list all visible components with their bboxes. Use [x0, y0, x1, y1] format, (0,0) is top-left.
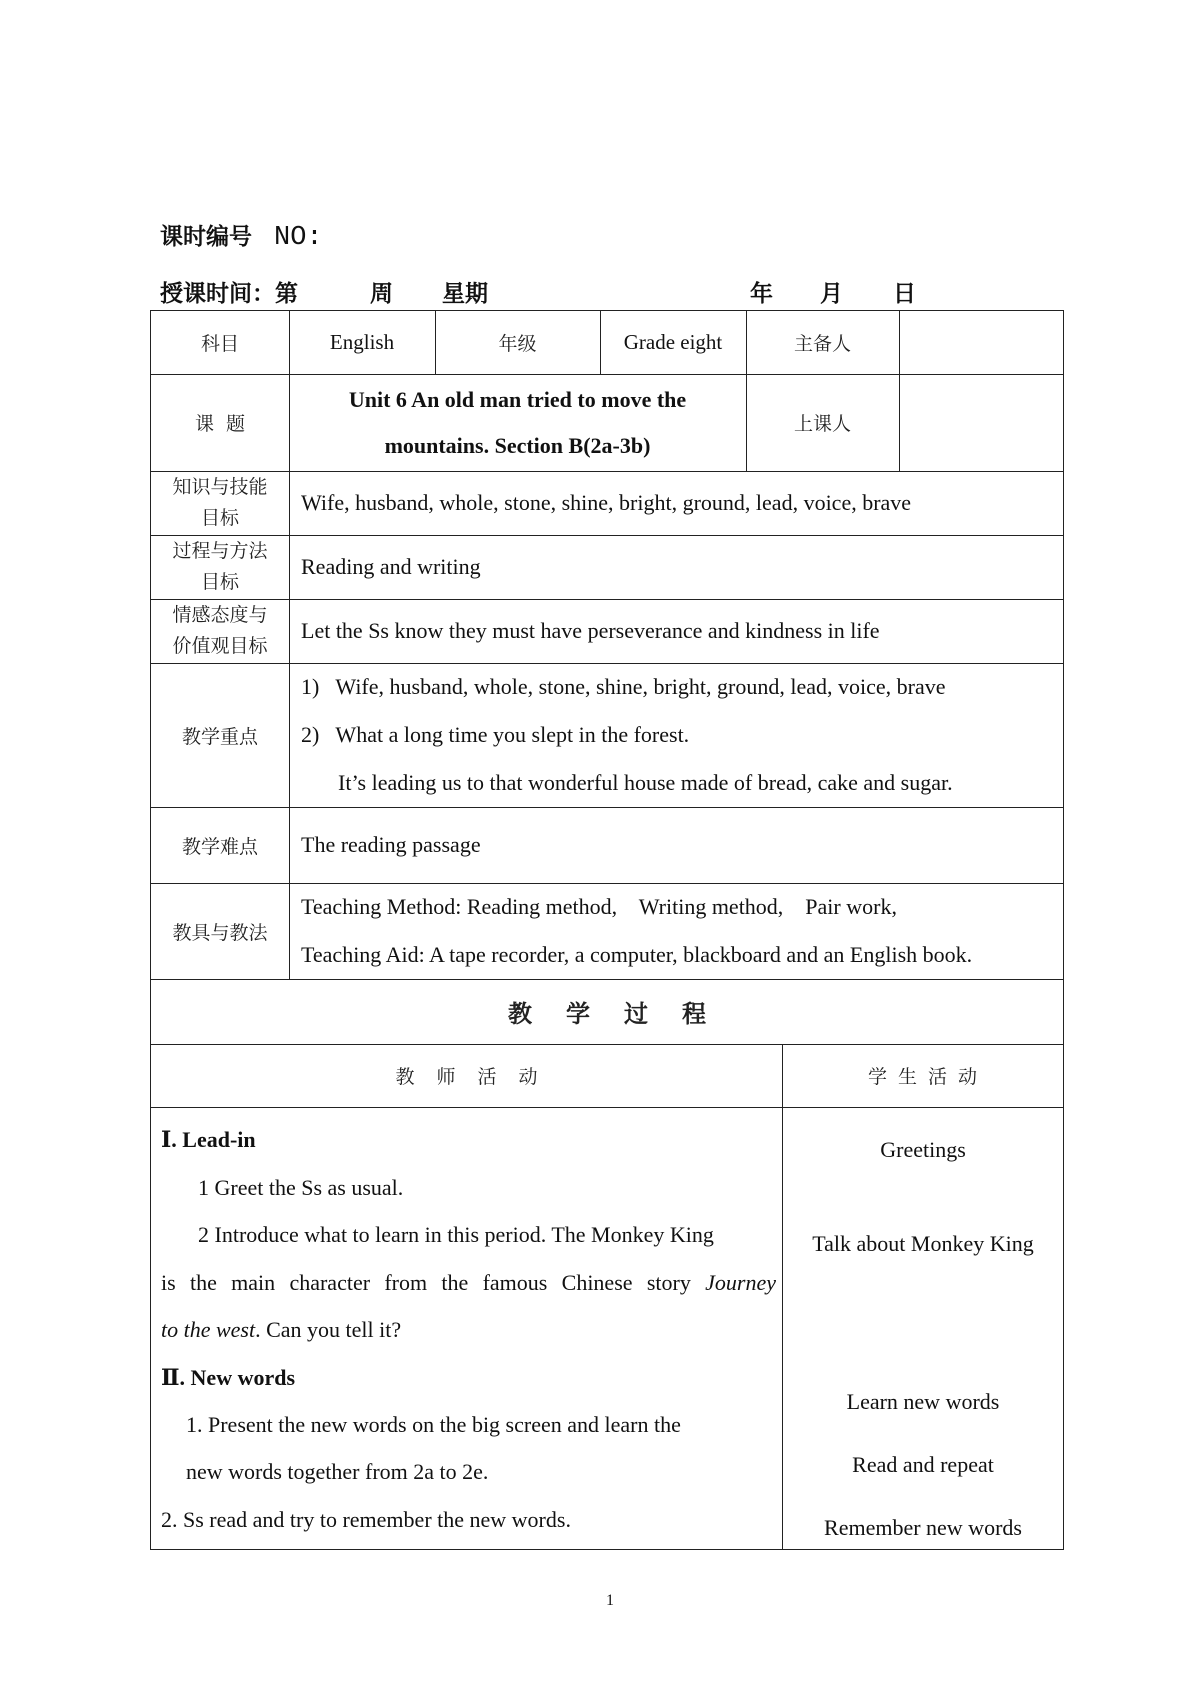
emotion-goal-label-1: 情感态度与 [172, 604, 268, 626]
day-label: 日 [893, 281, 916, 307]
key-points-value [289, 663, 1063, 807]
section-1-title: Ⅰ. Lead-in [161, 1127, 256, 1152]
section-1-item-2-line-2-text: is the main character from the famous Chinese story [161, 1270, 706, 1295]
difficulty-value: The reading passage [301, 832, 481, 857]
section-1-item-2-line-1: 2 Introduce what to learn in this period. The Monkey King [198, 1222, 714, 1247]
process-goal-label [151, 535, 289, 599]
tools-methods-label: 教具与教法 [172, 921, 268, 944]
section-1-item-2-line-3-text: . Can you tell it? [255, 1317, 402, 1342]
knowledge-goal-label [151, 471, 289, 535]
difficulty-label: 教学难点 [181, 835, 258, 858]
knowledge-goal-label-2: 目标 [200, 507, 239, 529]
section-2-item-1-line-2: new words together from 2a to 2e. [186, 1459, 489, 1484]
teacher-activity-header [151, 1044, 782, 1107]
process-goal-label-2: 目标 [200, 571, 239, 593]
section-2-item-2: 2. Ss read and try to remember the new words. [161, 1507, 571, 1532]
teaching-time-line [160, 275, 1080, 309]
preparer-value [899, 311, 1063, 374]
story-title-part-1: Journey [705, 1270, 776, 1295]
teacher-activity-header-text: 教师活动 [395, 1066, 560, 1088]
emotion-goal-value: Let the Ss know they must have perseverance and kindness in life [301, 618, 880, 643]
student-activity-header [782, 1044, 1063, 1107]
teacher-value [899, 374, 1063, 471]
teacher-activity-content [161, 1107, 779, 1547]
subject-label: 科目 [200, 333, 239, 355]
emotion-goal-label [151, 599, 289, 663]
teaching-process-title-text: 教学过程 [508, 1000, 740, 1028]
key-point-2-cont: It’s leading us to that wonderful house made of bread, cake and sugar. [338, 770, 953, 795]
grade-value: Grade eight [623, 330, 723, 354]
section-1-item-1: 1 Greet the Ss as usual. [198, 1175, 404, 1200]
weekday-label: 星期 [442, 281, 488, 307]
emotion-goal-label-2: 价值观目标 [172, 635, 268, 657]
student-talk-monkey-king: Talk about Monkey King [812, 1231, 1034, 1256]
page-number: 1 [606, 1592, 614, 1609]
section-1-item-2-line-2 [161, 1270, 776, 1296]
week-label: 周 [370, 281, 393, 307]
year-label: 年 [750, 281, 773, 307]
knowledge-goal-label-1: 知识与技能 [172, 476, 268, 498]
grade-label: 年级 [498, 333, 537, 355]
month-label: 月 [820, 281, 843, 307]
topic-line-2: mountains. Section B(2a-3b) [384, 432, 651, 458]
lesson-plan-table [150, 310, 1064, 1550]
student-greetings: Greetings [880, 1137, 966, 1162]
knowledge-goal-value: Wife, husband, whole, stone, shine, bright, ground, lead, voice, brave [301, 490, 912, 515]
key-point-1: 1) Wife, husband, whole, stone, shine, bright, ground, lead, voice, brave [301, 674, 946, 699]
process-goal-value: Reading and writing [301, 554, 481, 579]
preparer-label: 主备人 [793, 333, 851, 355]
teaching-aid-line: Teaching Aid: A tape recorder, a computer, blackboard and an English book. [301, 942, 973, 967]
lesson-number-label: 课时编号 [160, 224, 252, 250]
topic-line-1: Unit 6 An old man tried to move the [348, 386, 687, 412]
student-activity-header-text: 学生活动 [867, 1066, 988, 1088]
teaching-time-label: 授课时间：第 [160, 281, 298, 307]
teaching-process-title [151, 979, 1063, 1044]
tools-methods-value [289, 883, 1063, 979]
topic-value [289, 374, 746, 471]
story-title-part-2: to the west [161, 1317, 256, 1342]
lesson-number-line [160, 218, 323, 253]
subject-value: English [329, 330, 395, 354]
student-remember-words: Remember new words [824, 1515, 1022, 1540]
process-goal-label-1: 过程与方法 [172, 540, 268, 562]
teacher-label: 上课人 [793, 413, 851, 435]
section-2-item-1-line-1: 1. Present the new words on the big screen and learn the [186, 1412, 681, 1437]
topic-label: 课 题 [194, 413, 246, 435]
student-read-repeat: Read and repeat [852, 1452, 994, 1477]
lesson-number-value: NO: [274, 223, 323, 253]
section-2-title: Ⅱ. New words [161, 1365, 296, 1390]
key-point-2: 2) What a long time you slept in the forest. [301, 722, 690, 747]
section-1-item-2-line-3 [161, 1317, 401, 1343]
student-learn-new-words: Learn new words [846, 1389, 1000, 1414]
key-points-label: 教学重点 [181, 725, 258, 748]
teaching-method-line: Teaching Method: Reading method, Writing method, Pair work, [301, 894, 897, 919]
